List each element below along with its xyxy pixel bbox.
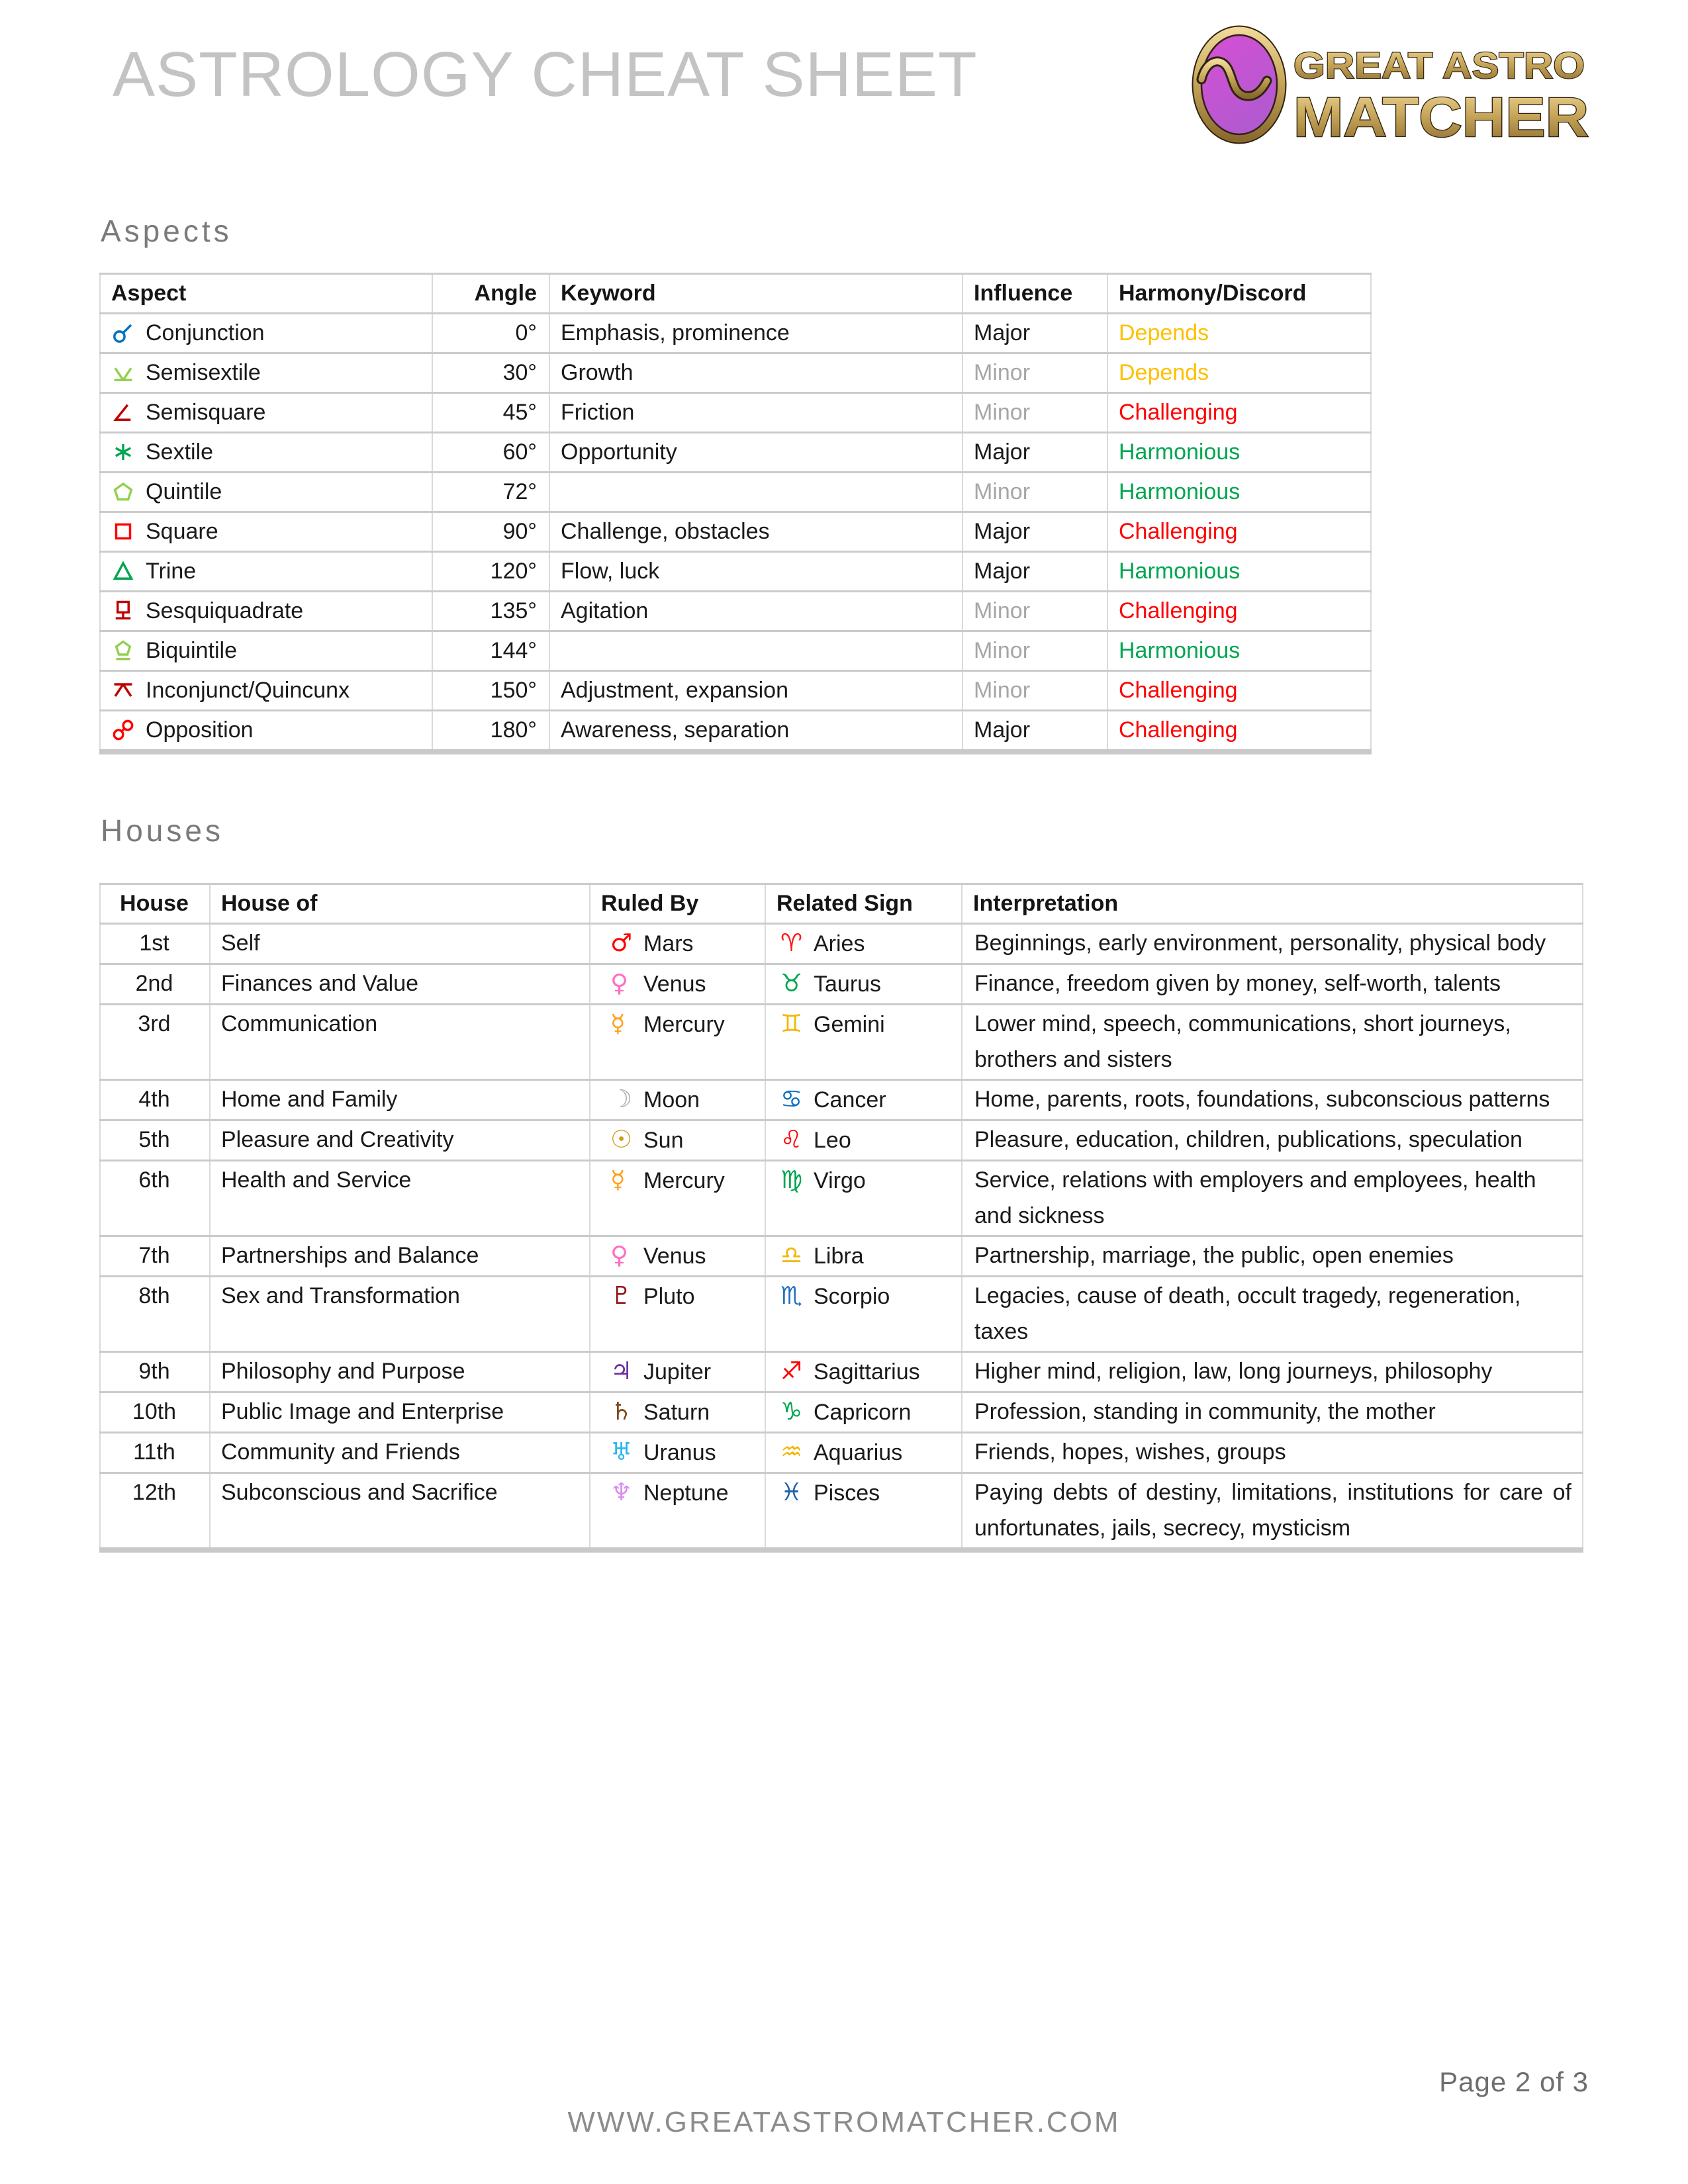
inconjunct-icon (111, 672, 140, 708)
section-heading-houses: Houses (101, 813, 224, 848)
house-number-cell: 3rd (100, 1005, 210, 1080)
house-row (100, 1392, 1583, 1433)
sign-name-label: Libra (814, 1244, 864, 1269)
house-of-cell: Philosophy and Purpose (210, 1352, 590, 1392)
houses-table (99, 883, 1583, 1553)
ruler-name-label: Mars (643, 931, 694, 956)
aspect-keyword-cell: Adjustment, expansion (549, 671, 962, 711)
aspect-row (100, 671, 1371, 711)
aspect-harmony-cell: Challenging (1107, 592, 1371, 631)
ruler-name-label: Saturn (643, 1400, 710, 1425)
related-sign-cell (765, 964, 962, 1005)
house-number-cell: 6th (100, 1161, 210, 1236)
aspect-angle-cell: 120° (432, 552, 549, 592)
brand-logo (1182, 19, 1595, 150)
aspect-keyword-cell: Opportunity (549, 433, 962, 473)
aspect-influence-cell: Major (962, 512, 1107, 552)
house-of-cell: Health and Service (210, 1161, 590, 1236)
aspect-influence-cell: Major (962, 552, 1107, 592)
aspects-column-header: Influence (962, 274, 1107, 314)
house-row (100, 1433, 1583, 1473)
ruled-by-cell (590, 1080, 765, 1120)
aspect-keyword-cell: Emphasis, prominence (549, 314, 962, 353)
aspect-harmony-cell: Harmonious (1107, 631, 1371, 671)
great-astro-matcher-logo-icon (1182, 19, 1595, 150)
ruler-name-label: Mercury (643, 1012, 725, 1037)
house-of-cell: Sex and Transformation (210, 1277, 590, 1352)
houses-column-header: House of (210, 884, 590, 924)
aspect-name-cell (100, 353, 432, 393)
houses-column-header: Ruled By (590, 884, 765, 924)
ruler-name-label: Mercury (643, 1168, 725, 1193)
aspect-row (100, 433, 1371, 473)
aspect-row (100, 631, 1371, 671)
sign-name-label: Cancer (814, 1087, 886, 1113)
house-row (100, 1236, 1583, 1277)
aspect-name-label: Inconjunct/Quincunx (146, 678, 350, 703)
ruled-by-cell (590, 1473, 765, 1551)
aspect-name-cell (100, 671, 432, 711)
aspects-header-row (100, 274, 1371, 314)
house-number-cell: 10th (100, 1392, 210, 1433)
aspect-row (100, 512, 1371, 552)
aspect-name-label: Sextile (146, 439, 214, 465)
house-row (100, 1080, 1583, 1120)
ruler-name-label: Neptune (643, 1480, 729, 1506)
related-sign-cell (765, 924, 962, 964)
aspect-influence-cell: Minor (962, 393, 1107, 433)
aspect-name-cell (100, 512, 432, 552)
aspect-row (100, 711, 1371, 752)
leo-symbol: ♌ (780, 1125, 803, 1154)
pisces-symbol: ♓ (780, 1478, 803, 1506)
house-number-cell: 7th (100, 1236, 210, 1277)
interpretation-cell: Finance, freedom given by money, self-worth, talents (962, 964, 1583, 1005)
aspect-name-label: Trine (146, 559, 197, 584)
aspect-name-cell (100, 393, 432, 433)
aspect-angle-cell: 135° (432, 592, 549, 631)
related-sign-cell (765, 1352, 962, 1392)
aspect-harmony-cell: Harmonious (1107, 473, 1371, 512)
quintile-icon (111, 474, 140, 510)
sesquiquadrate-icon (111, 593, 140, 629)
sagittarius-symbol: ♐ (780, 1357, 803, 1385)
aspect-influence-cell: Major (962, 711, 1107, 752)
sign-name-label: Scorpio (814, 1284, 890, 1309)
scorpio-symbol: ♏ (780, 1281, 803, 1310)
sign-name-label: Leo (814, 1128, 851, 1153)
website-url: WWW.GREATASTROMATCHER.COM (567, 2106, 1121, 2138)
house-row (100, 1277, 1583, 1352)
aspect-name-label: Conjunction (146, 320, 265, 345)
aspect-keyword-cell: Challenge, obstacles (549, 512, 962, 552)
aspect-name-cell (100, 592, 432, 631)
house-row (100, 1005, 1583, 1080)
aspect-harmony-cell: Depends (1107, 353, 1371, 393)
house-row (100, 1120, 1583, 1161)
house-number-cell: 11th (100, 1433, 210, 1473)
jupiter-symbol: ♃ (610, 1357, 633, 1385)
page-indicator: Page 2 of 3 (1439, 2066, 1589, 2097)
interpretation-cell: Partnership, marriage, the public, open enemies (962, 1236, 1583, 1277)
aspect-keyword-cell: Agitation (549, 592, 962, 631)
cancer-symbol: ♋ (780, 1085, 803, 1113)
house-of-cell: Pleasure and Creativity (210, 1120, 590, 1161)
house-of-cell: Home and Family (210, 1080, 590, 1120)
ruled-by-cell (590, 924, 765, 964)
houses-section (99, 813, 1582, 1553)
ruled-by-cell (590, 1352, 765, 1392)
sign-name-label: Gemini (814, 1012, 885, 1037)
aspect-name-label: Semisquare (146, 400, 266, 425)
sextile-icon (111, 434, 140, 470)
logo-line1: GREAT ASTRO (1293, 44, 1585, 86)
aspect-angle-cell: 180° (432, 711, 549, 752)
house-of-cell: Self (210, 924, 590, 964)
aspect-angle-cell: 72° (432, 473, 549, 512)
aquarius-symbol: ♒ (780, 1437, 803, 1466)
houses-header-row (100, 884, 1583, 924)
aspect-keyword-cell: Awareness, separation (549, 711, 962, 752)
aspect-name-label: Opposition (146, 717, 254, 743)
related-sign-cell (765, 1433, 962, 1473)
libra-symbol: ♎ (780, 1241, 803, 1269)
opposition-icon (111, 712, 140, 748)
house-row (100, 1352, 1583, 1392)
related-sign-cell (765, 1080, 962, 1120)
aspect-angle-cell: 0° (432, 314, 549, 353)
aspect-influence-cell: Minor (962, 671, 1107, 711)
aspect-name-cell (100, 473, 432, 512)
related-sign-cell (765, 1473, 962, 1551)
ruler-name-label: Venus (643, 1244, 706, 1269)
aspect-row (100, 353, 1371, 393)
aspect-name-label: Biquintile (146, 638, 237, 663)
aspect-angle-cell: 45° (432, 393, 549, 433)
saturn-symbol: ♄ (610, 1397, 633, 1426)
mars-symbol: ♂ (610, 929, 633, 957)
aspect-row (100, 592, 1371, 631)
gemini-symbol: ♊ (780, 1009, 803, 1038)
aspects-section (99, 213, 1370, 754)
house-of-cell: Subconscious and Sacrifice (210, 1473, 590, 1551)
house-row (100, 924, 1583, 964)
neptune-symbol: ♆ (610, 1478, 633, 1506)
aspects-column-header: Angle (432, 274, 549, 314)
aries-symbol: ♈ (780, 929, 803, 957)
ruler-name-label: Pluto (643, 1284, 695, 1309)
house-of-cell: Community and Friends (210, 1433, 590, 1473)
ruled-by-cell (590, 1120, 765, 1161)
related-sign-cell (765, 1236, 962, 1277)
related-sign-cell (765, 1277, 962, 1352)
ruler-name-label: Uranus (643, 1440, 716, 1465)
house-row (100, 1161, 1583, 1236)
aspect-name-cell (100, 314, 432, 353)
biquintile-icon (111, 633, 140, 668)
aspect-keyword-cell (549, 473, 962, 512)
aspect-row (100, 314, 1371, 353)
venus-symbol: ♀ (610, 969, 629, 997)
ruled-by-cell (590, 1277, 765, 1352)
ruled-by-cell (590, 1236, 765, 1277)
ruled-by-cell (590, 1161, 765, 1236)
interpretation-cell: Friends, hopes, wishes, groups (962, 1433, 1583, 1473)
houses-column-header: Related Sign (765, 884, 962, 924)
trine-icon (111, 553, 140, 589)
houses-column-header: House (100, 884, 210, 924)
mercury-symbol: ☿ (610, 1165, 626, 1194)
aspect-harmony-cell: Challenging (1107, 393, 1371, 433)
sign-name-label: Taurus (814, 972, 882, 997)
house-of-cell: Communication (210, 1005, 590, 1080)
house-number-cell: 1st (100, 924, 210, 964)
aspect-angle-cell: 30° (432, 353, 549, 393)
aspects-column-header: Keyword (549, 274, 962, 314)
sun-symbol: ☉ (610, 1125, 633, 1154)
interpretation-cell: Legacies, cause of death, occult tragedy, regeneration, taxes (962, 1277, 1583, 1352)
aspect-keyword-cell: Growth (549, 353, 962, 393)
aspects-column-header: Aspect (100, 274, 432, 314)
house-row (100, 964, 1583, 1005)
logo-line2: MATCHER (1293, 86, 1589, 148)
ruler-name-label: Venus (643, 972, 706, 997)
aspect-influence-cell: Major (962, 433, 1107, 473)
aspect-harmony-cell: Harmonious (1107, 433, 1371, 473)
houses-column-header: Interpretation (962, 884, 1583, 924)
square-icon (111, 514, 140, 549)
aspect-name-cell (100, 552, 432, 592)
ruled-by-cell (590, 1392, 765, 1433)
capricorn-symbol: ♑ (780, 1397, 803, 1426)
aspect-influence-cell: Minor (962, 353, 1107, 393)
related-sign-cell (765, 1005, 962, 1080)
pluto-symbol: ♇ (610, 1281, 633, 1310)
house-row (100, 1473, 1583, 1551)
house-of-cell: Public Image and Enterprise (210, 1392, 590, 1433)
mercury-symbol: ☿ (610, 1009, 626, 1038)
aspect-row (100, 473, 1371, 512)
aspect-influence-cell: Minor (962, 473, 1107, 512)
interpretation-cell: Beginnings, early environment, personality, physical body (962, 924, 1583, 964)
aspect-influence-cell: Minor (962, 592, 1107, 631)
aspect-keyword-cell (549, 631, 962, 671)
aspect-row (100, 552, 1371, 592)
aspect-angle-cell: 150° (432, 671, 549, 711)
interpretation-cell: Pleasure, education, children, publications, speculation (962, 1120, 1583, 1161)
ruler-name-label: Sun (643, 1128, 684, 1153)
house-number-cell: 5th (100, 1120, 210, 1161)
aspect-row (100, 393, 1371, 433)
aspect-harmony-cell: Challenging (1107, 671, 1371, 711)
interpretation-cell: Home, parents, roots, foundations, subconscious patterns (962, 1080, 1583, 1120)
aspects-table (99, 273, 1372, 754)
semisquare-icon (111, 394, 140, 430)
interpretation-cell: Profession, standing in community, the mother (962, 1392, 1583, 1433)
aspect-influence-cell: Minor (962, 631, 1107, 671)
house-number-cell: 8th (100, 1277, 210, 1352)
aspect-name-label: Square (146, 519, 218, 544)
interpretation-cell: Lower mind, speech, communications, short journeys, brothers and sisters (962, 1005, 1583, 1080)
sign-name-label: Aries (814, 931, 865, 956)
aspect-keyword-cell: Flow, luck (549, 552, 962, 592)
taurus-symbol: ♉ (780, 969, 803, 997)
house-number-cell: 2nd (100, 964, 210, 1005)
moon-symbol: ☽ (610, 1085, 633, 1113)
aspect-harmony-cell: Depends (1107, 314, 1371, 353)
aspect-name-cell (100, 631, 432, 671)
aspect-keyword-cell: Friction (549, 393, 962, 433)
interpretation-cell: Higher mind, religion, law, long journeys, philosophy (962, 1352, 1583, 1392)
venus-symbol: ♀ (610, 1241, 629, 1269)
uranus-symbol: ♅ (610, 1437, 633, 1466)
sign-name-label: Pisces (814, 1480, 880, 1506)
house-of-cell: Finances and Value (210, 964, 590, 1005)
sign-name-label: Capricorn (814, 1400, 912, 1425)
sign-name-label: Aquarius (814, 1440, 903, 1465)
related-sign-cell (765, 1161, 962, 1236)
aspect-name-cell (100, 433, 432, 473)
aspect-angle-cell: 144° (432, 631, 549, 671)
aspect-harmony-cell: Harmonious (1107, 552, 1371, 592)
aspect-influence-cell: Major (962, 314, 1107, 353)
house-of-cell: Partnerships and Balance (210, 1236, 590, 1277)
ruler-name-label: Jupiter (643, 1359, 712, 1385)
conjunction-icon (111, 315, 140, 351)
aspects-column-header: Harmony/Discord (1107, 274, 1371, 314)
aspect-name-label: Quintile (146, 479, 222, 504)
house-number-cell: 4th (100, 1080, 210, 1120)
interpretation-cell: Paying debts of destiny, limitations, institutions for care of unfortunates, jails, secrecy, mysticism (962, 1473, 1583, 1551)
aspect-angle-cell: 60° (432, 433, 549, 473)
related-sign-cell (765, 1120, 962, 1161)
ruled-by-cell (590, 1433, 765, 1473)
aspect-name-label: Semisextile (146, 360, 261, 385)
semisextile-icon (111, 355, 140, 390)
page-title: ASTROLOGY CHEAT SHEET (113, 39, 978, 110)
section-heading-aspects: Aspects (101, 214, 232, 248)
ruled-by-cell (590, 964, 765, 1005)
aspect-name-label: Sesquiquadrate (146, 598, 304, 623)
aspect-name-cell (100, 711, 432, 752)
sign-name-label: Virgo (814, 1168, 866, 1193)
aspect-angle-cell: 90° (432, 512, 549, 552)
ruler-name-label: Moon (643, 1087, 700, 1113)
related-sign-cell (765, 1392, 962, 1433)
house-number-cell: 9th (100, 1352, 210, 1392)
virgo-symbol: ♍ (780, 1165, 803, 1194)
ruled-by-cell (590, 1005, 765, 1080)
sign-name-label: Sagittarius (814, 1359, 920, 1385)
aspect-harmony-cell: Challenging (1107, 711, 1371, 752)
interpretation-cell: Service, relations with employers and employees, health and sickness (962, 1161, 1583, 1236)
house-number-cell: 12th (100, 1473, 210, 1551)
aspect-harmony-cell: Challenging (1107, 512, 1371, 552)
